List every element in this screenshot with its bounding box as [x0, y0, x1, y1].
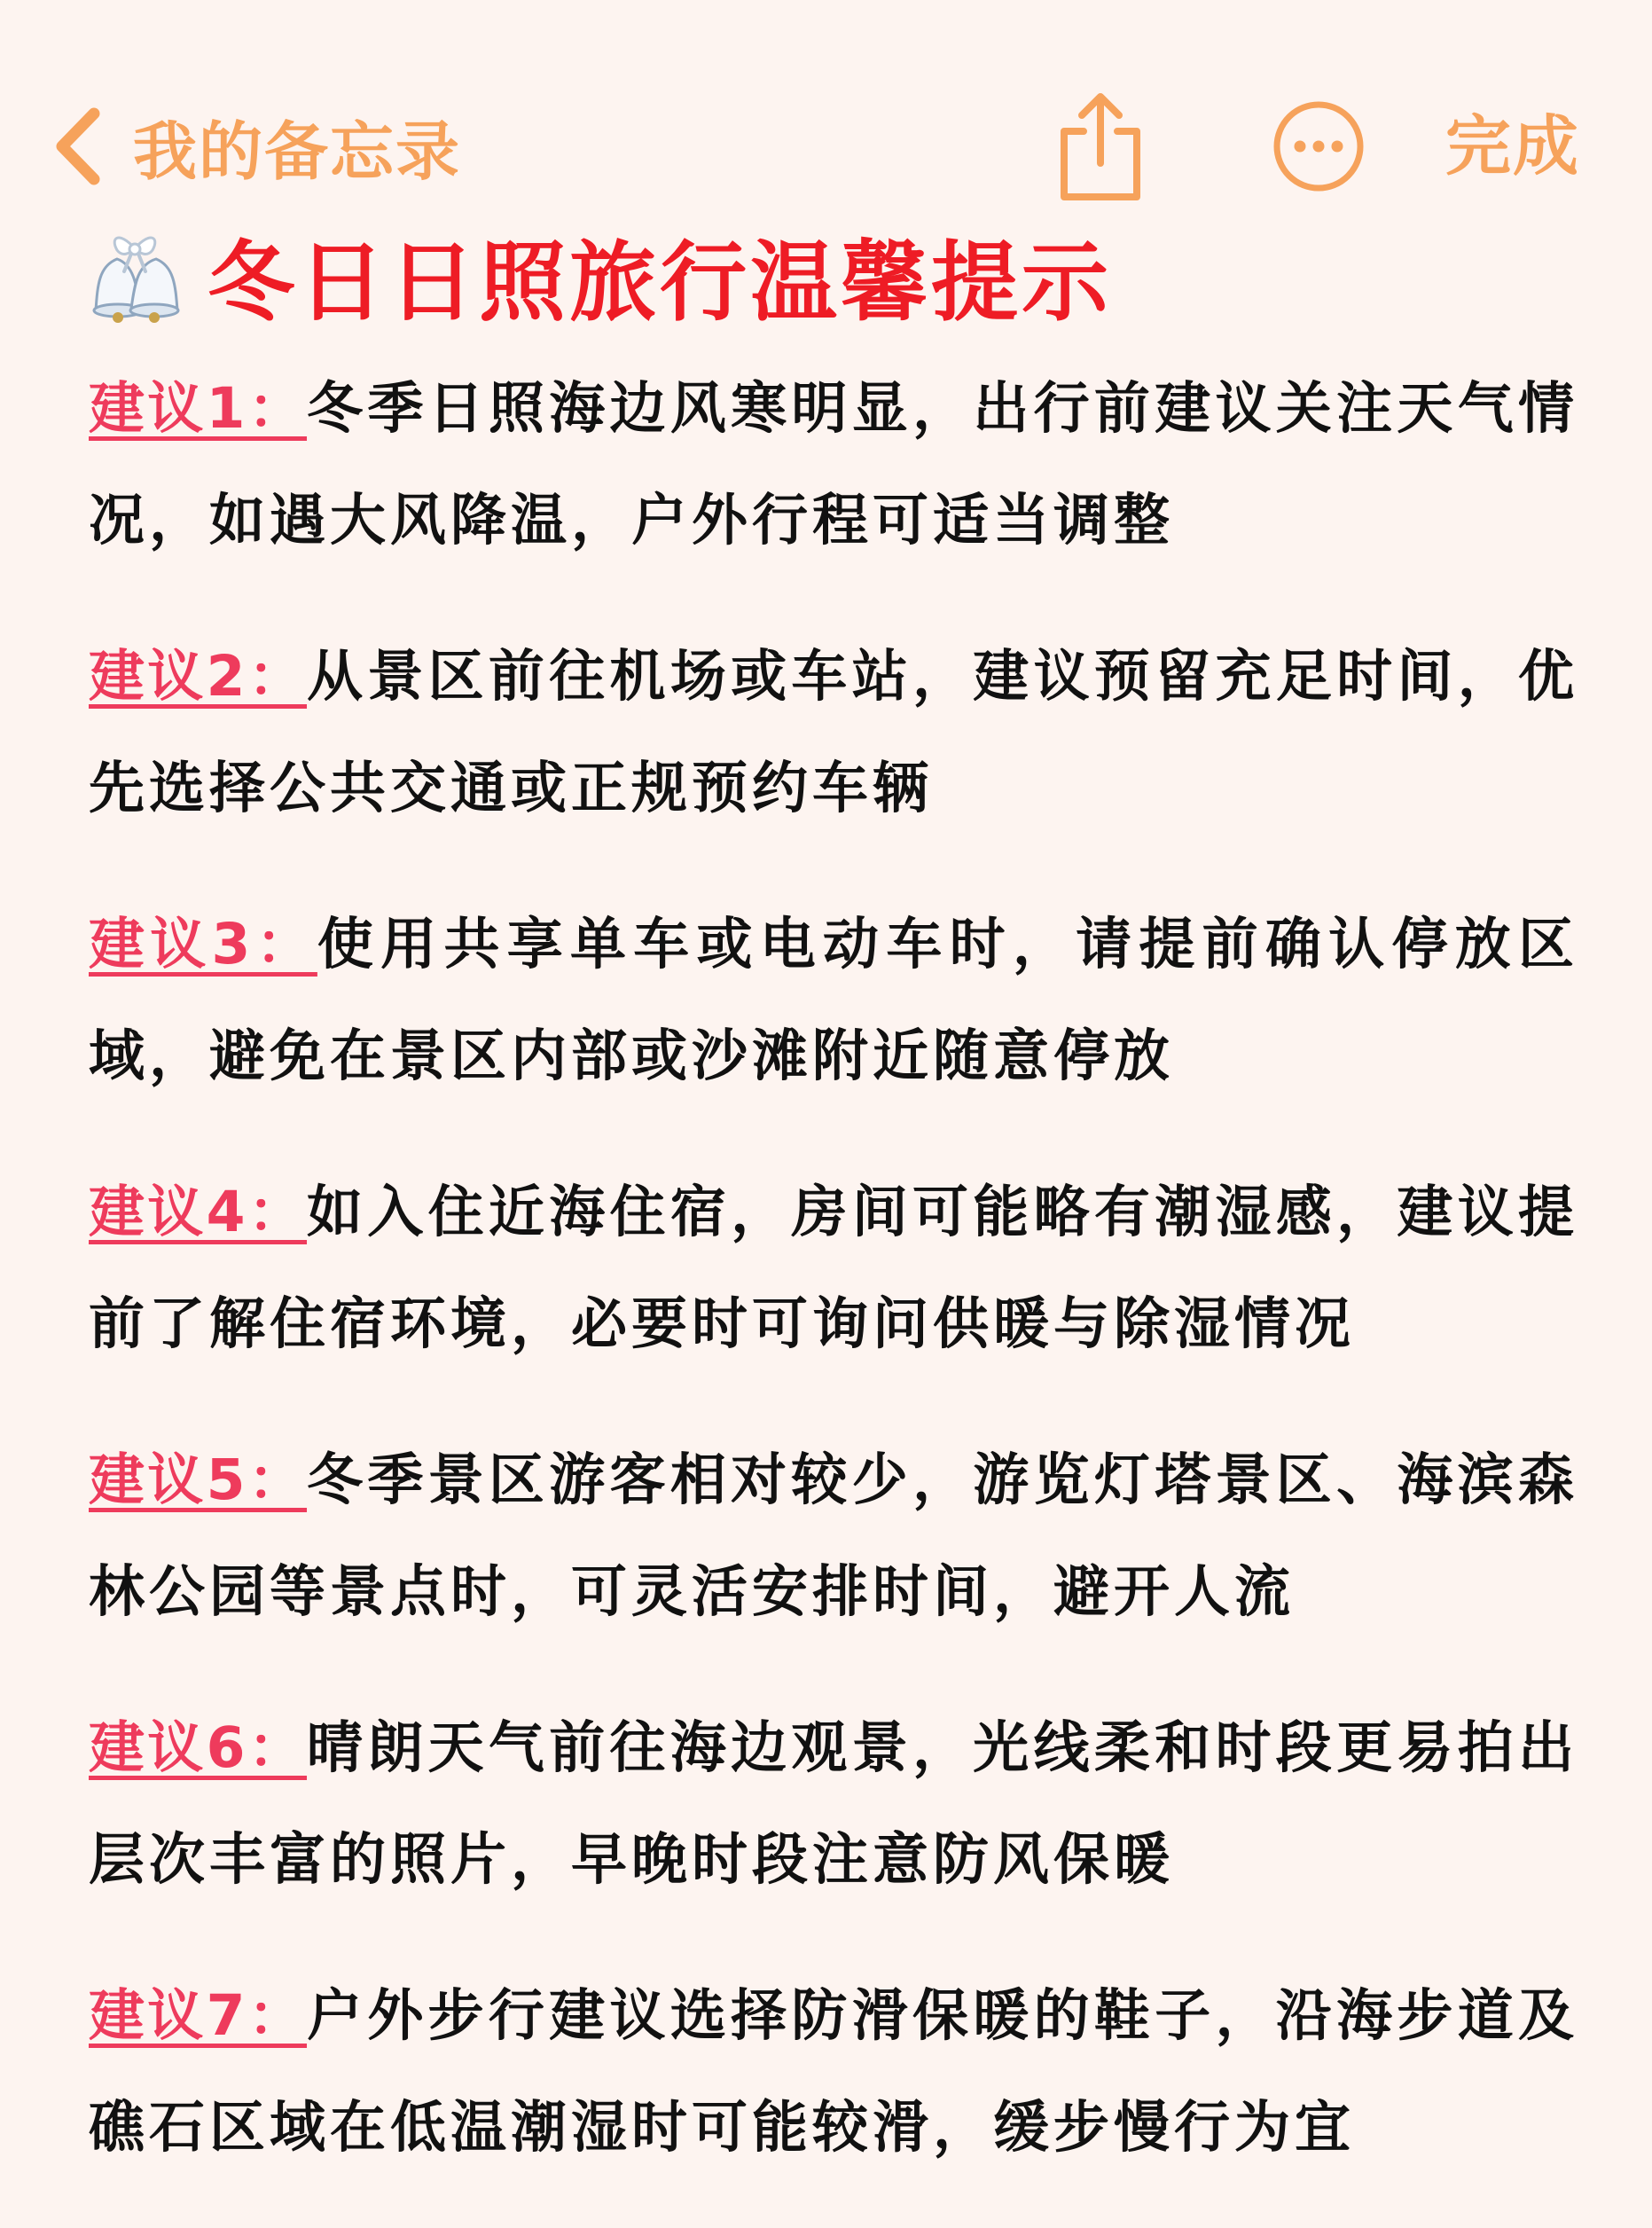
tip-item — [89, 1424, 1578, 1648]
back-button[interactable] — [53, 98, 461, 195]
tip-label: 建议4： — [89, 1180, 308, 1244]
tip-item — [89, 889, 1578, 1112]
tip-text: 使用共享单车或电动车时，请提前确认停放区域，避免在景区内部或沙滩附近随意停放 — [89, 912, 1578, 1088]
tip-item — [89, 353, 1578, 577]
tip-text: 从景区前往机场或车站，建议预留充足时间，优先选择公共交通或正规预约车辆 — [89, 644, 1578, 820]
tip-text: 户外步行建议选择防滑保暖的鞋子，沿海步道及礁石区域在低温潮湿时可能较滑，缓步慢行为宜 — [89, 1983, 1578, 2160]
note-title: 冬日日照旅行温馨提示 — [207, 231, 1113, 333]
done-button[interactable]: 完成 — [1445, 108, 1580, 184]
share-button[interactable] — [1052, 89, 1149, 204]
tip-item — [89, 1960, 1578, 2184]
chevron-left-icon — [53, 106, 103, 186]
tip-label: 建议5： — [89, 1447, 308, 1512]
back-label: 我的备忘录 — [133, 114, 462, 189]
tip-label: 建议3： — [89, 912, 317, 977]
tip-label: 建议1： — [89, 376, 308, 441]
bell-icon — [78, 222, 192, 328]
tip-text: 冬季日照海边风寒明显，出行前建议关注天气情况，如遇大风降温，户外行程可适当调整 — [89, 376, 1578, 553]
more-ellipsis-icon — [1270, 182, 1367, 199]
tip-text: 晴朗天气前往海边观景，光线柔和时段更易拍出层次丰富的照片，早晚时段注意防风保暖 — [89, 1715, 1578, 1892]
share-icon — [1052, 191, 1149, 208]
more-button[interactable] — [1270, 98, 1367, 195]
tip-item — [89, 1692, 1578, 1916]
nav-bar — [0, 80, 1652, 213]
tip-text: 冬季景区游客相对较少，游览灯塔景区、海滨森林公园等景点时，可灵活安排时间，避开人流 — [89, 1447, 1578, 1624]
tip-item — [89, 621, 1578, 844]
tip-label: 建议7： — [89, 1983, 308, 2048]
tips-list — [89, 353, 1578, 2228]
tip-text: 如入住近海住宿，房间可能略有潮湿感，建议提前了解住宿环境，必要时可询问供暖与除湿情况 — [89, 1180, 1578, 1356]
tip-label: 建议6： — [89, 1715, 308, 1780]
tip-label: 建议2： — [89, 644, 308, 709]
tip-item — [89, 1157, 1578, 1380]
note-title-row — [78, 217, 1112, 333]
